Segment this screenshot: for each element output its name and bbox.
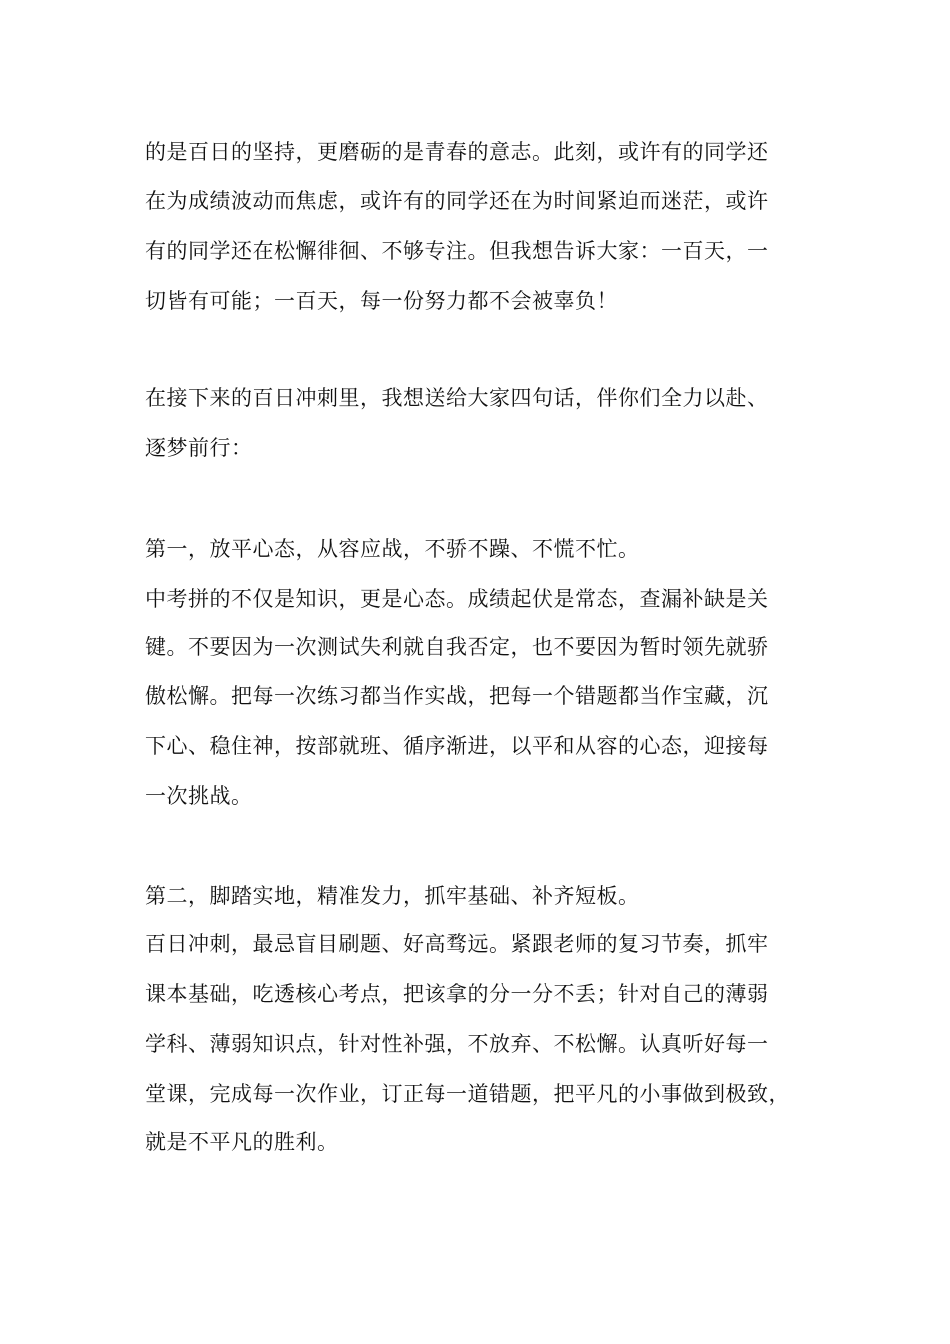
text-line: 堂课，完成每一次作业，订正每一道错题，把平凡的小事做到极致， <box>145 1082 790 1106</box>
text-line: 就是不平凡的胜利。 <box>145 1130 339 1154</box>
text-line: 百日冲刺，最忌盲目刷题、好高骛远。紧跟老师的复习节奏，抓牢 <box>145 932 769 956</box>
text-line: 课本基础，吃透核心考点，把该拿的分一分不丢；针对自己的薄弱 <box>145 982 769 1006</box>
text-line: 切皆有可能；一百天，每一份努力都不会被辜负！ <box>145 289 618 313</box>
text-line: 中考拼的不仅是知识，更是心态。成绩起伏是常态，查漏补缺是关 <box>145 587 769 611</box>
text-line: 下心、稳住神，按部就班、循序渐进，以平和从容的心态，迎接每 <box>145 734 769 758</box>
text-line: 在为成绩波动而焦虑，或许有的同学还在为时间紧迫而迷茫，或许 <box>145 189 769 213</box>
section-heading: 第一，放平心态，从容应战，不骄不躁、不慌不忙。 <box>145 537 640 561</box>
text-line: 一次挑战。 <box>145 784 253 808</box>
section-heading: 第二，脚踏实地，精准发力，抓牢基础、补齐短板。 <box>145 884 640 908</box>
text-line: 在接下来的百日冲刺里，我想送给大家四句话，伴你们全力以赴、 <box>145 386 769 410</box>
text-line: 有的同学还在松懈徘徊、不够专注。但我想告诉大家：一百天，一 <box>145 239 769 263</box>
text-line: 的是百日的坚持，更磨砺的是青春的意志。此刻，或许有的同学还 <box>145 140 769 164</box>
text-line: 学科、薄弱知识点，针对性补强，不放弃、不松懈。认真听好每一 <box>145 1032 769 1056</box>
text-line: 逐梦前行： <box>145 436 253 460</box>
text-line: 键。不要因为一次测试失利就自我否定，也不要因为暂时领先就骄 <box>145 635 769 659</box>
text-line: 傲松懈。把每一次练习都当作实战，把每一个错题都当作宝藏，沉 <box>145 684 769 708</box>
